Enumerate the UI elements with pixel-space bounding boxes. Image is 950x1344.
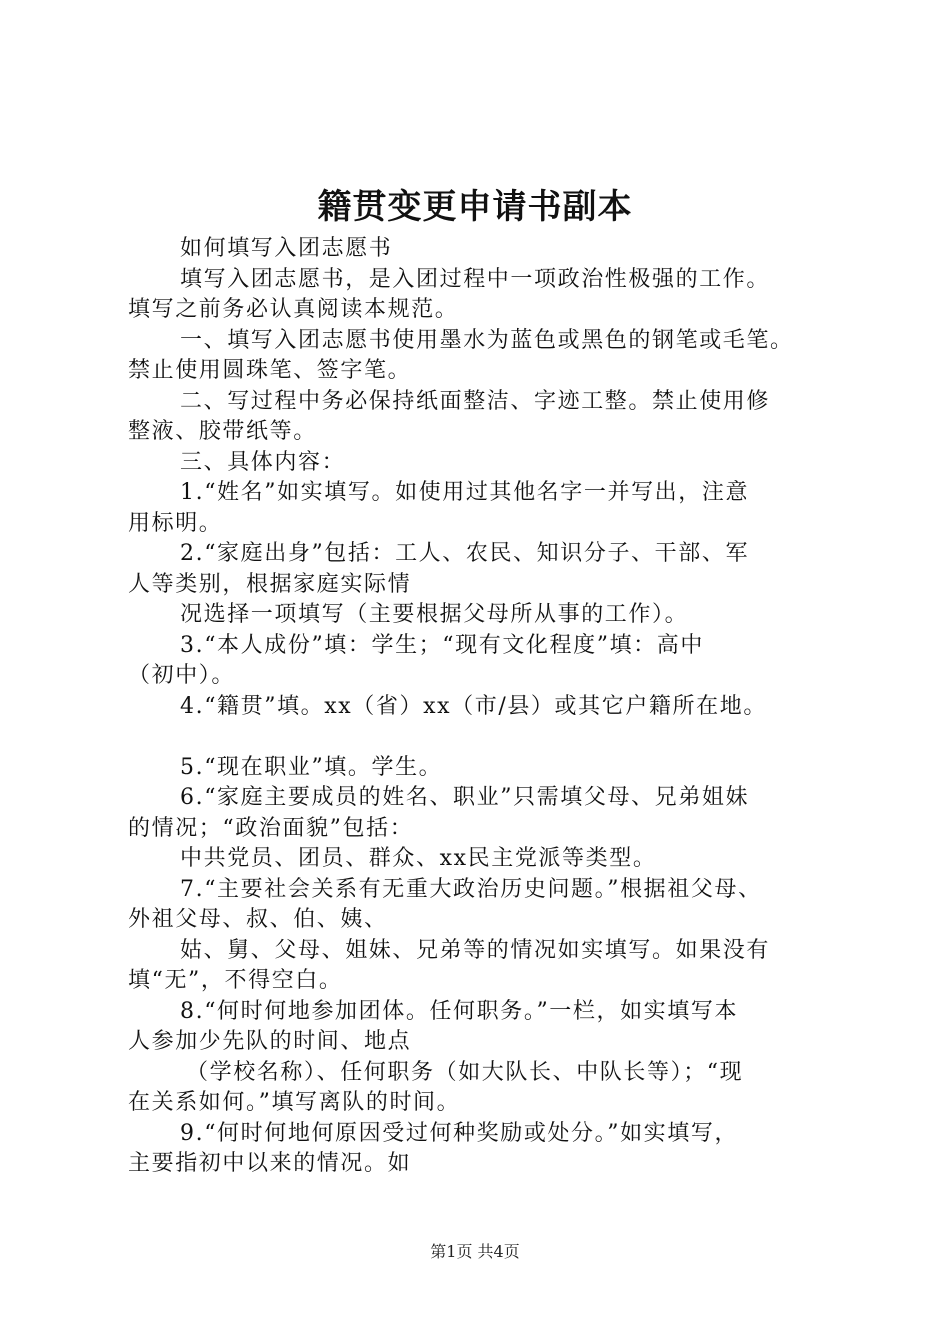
text-line: （初中）。 — [128, 663, 236, 688]
text-line: 姑、舅、父母、姐妹、兄弟等的情况如实填写。如果没有 — [180, 937, 771, 963]
text-line: 1.“姓名”如实填写。如使用过其他名字一并写出，注意 — [180, 480, 750, 505]
text-line: 7.“主要社会关系有无重大政治历史问题。”根据祖父母、 — [180, 876, 762, 902]
text-line: 4.“籍贯”填。xx（省）xx（市/县）或其它户籍所在地。 — [180, 693, 767, 719]
text-line: 一、填写入团志愿书使用墨水为蓝色或黑色的钢笔或毛笔。 — [180, 327, 794, 353]
text-line: 8.“何时何地参加团体。任何职务。”一栏，如实填写本 — [180, 998, 739, 1024]
text-line: 9.“何时何地何原因受过何种奖励或处分。”如实填写， — [180, 1120, 739, 1146]
text-line: 人等类别，根据家庭实际情 — [128, 571, 412, 597]
text-line: 中共党员、团员、群众、xx民主党派等类型。 — [180, 846, 657, 871]
text-line: 人参加少先队的时间、地点 — [128, 1029, 412, 1054]
text-line: 三、具体内容： — [180, 449, 346, 475]
blank-line — [128, 722, 848, 753]
text-line: 用标明。 — [128, 510, 223, 536]
text-line: 填写入团志愿书，是入团过程中一项政治性极强的工作。 — [180, 266, 771, 292]
text-line: （学校名称）、任何职务（如大队长、中队长等）；“现 — [186, 1059, 744, 1085]
text-line: 6.“家庭主要成员的姓名、职业”只需填父母、兄弟姐妹 — [180, 785, 750, 810]
document-body — [128, 234, 848, 1180]
text-line: 主要指初中以来的情况。如 — [128, 1151, 412, 1176]
text-line: 外祖父母、叔、伯、姨、 — [128, 907, 388, 932]
text-line: 3.“本人成份”填：学生；“现有文化程度”填：高中 — [180, 632, 704, 658]
text-line: 禁止使用圆珠笔、签字笔。 — [128, 358, 412, 383]
text-line: 2.“家庭出身”包括：工人、农民、知识分子、干部、军 — [180, 541, 750, 566]
text-line: 填写之前务必认真阅读本规范。 — [128, 297, 459, 322]
text-line: 整液、胶带纸等。 — [128, 419, 317, 444]
text-line: 5.“现在职业”填。学生。 — [180, 754, 443, 780]
text-line: 在关系如何。”填写离队的时间。 — [128, 1090, 461, 1115]
text-line: 的情况；“政治面貌”包括： — [128, 815, 414, 841]
text-line: 如何填写入团志愿书 — [180, 236, 393, 261]
text-line: 填“无”，不得空白。 — [128, 968, 343, 993]
text-line: 二、写过程中务必保持纸面整洁、字迹工整。禁止使用修 — [180, 388, 771, 414]
document-title: 籍贯变更申请书副本 — [317, 187, 633, 227]
text-line: 况选择一项填写（主要根据父母所从事的工作）。 — [180, 602, 689, 627]
page-footer: 第1页 共4页 — [430, 1242, 520, 1261]
